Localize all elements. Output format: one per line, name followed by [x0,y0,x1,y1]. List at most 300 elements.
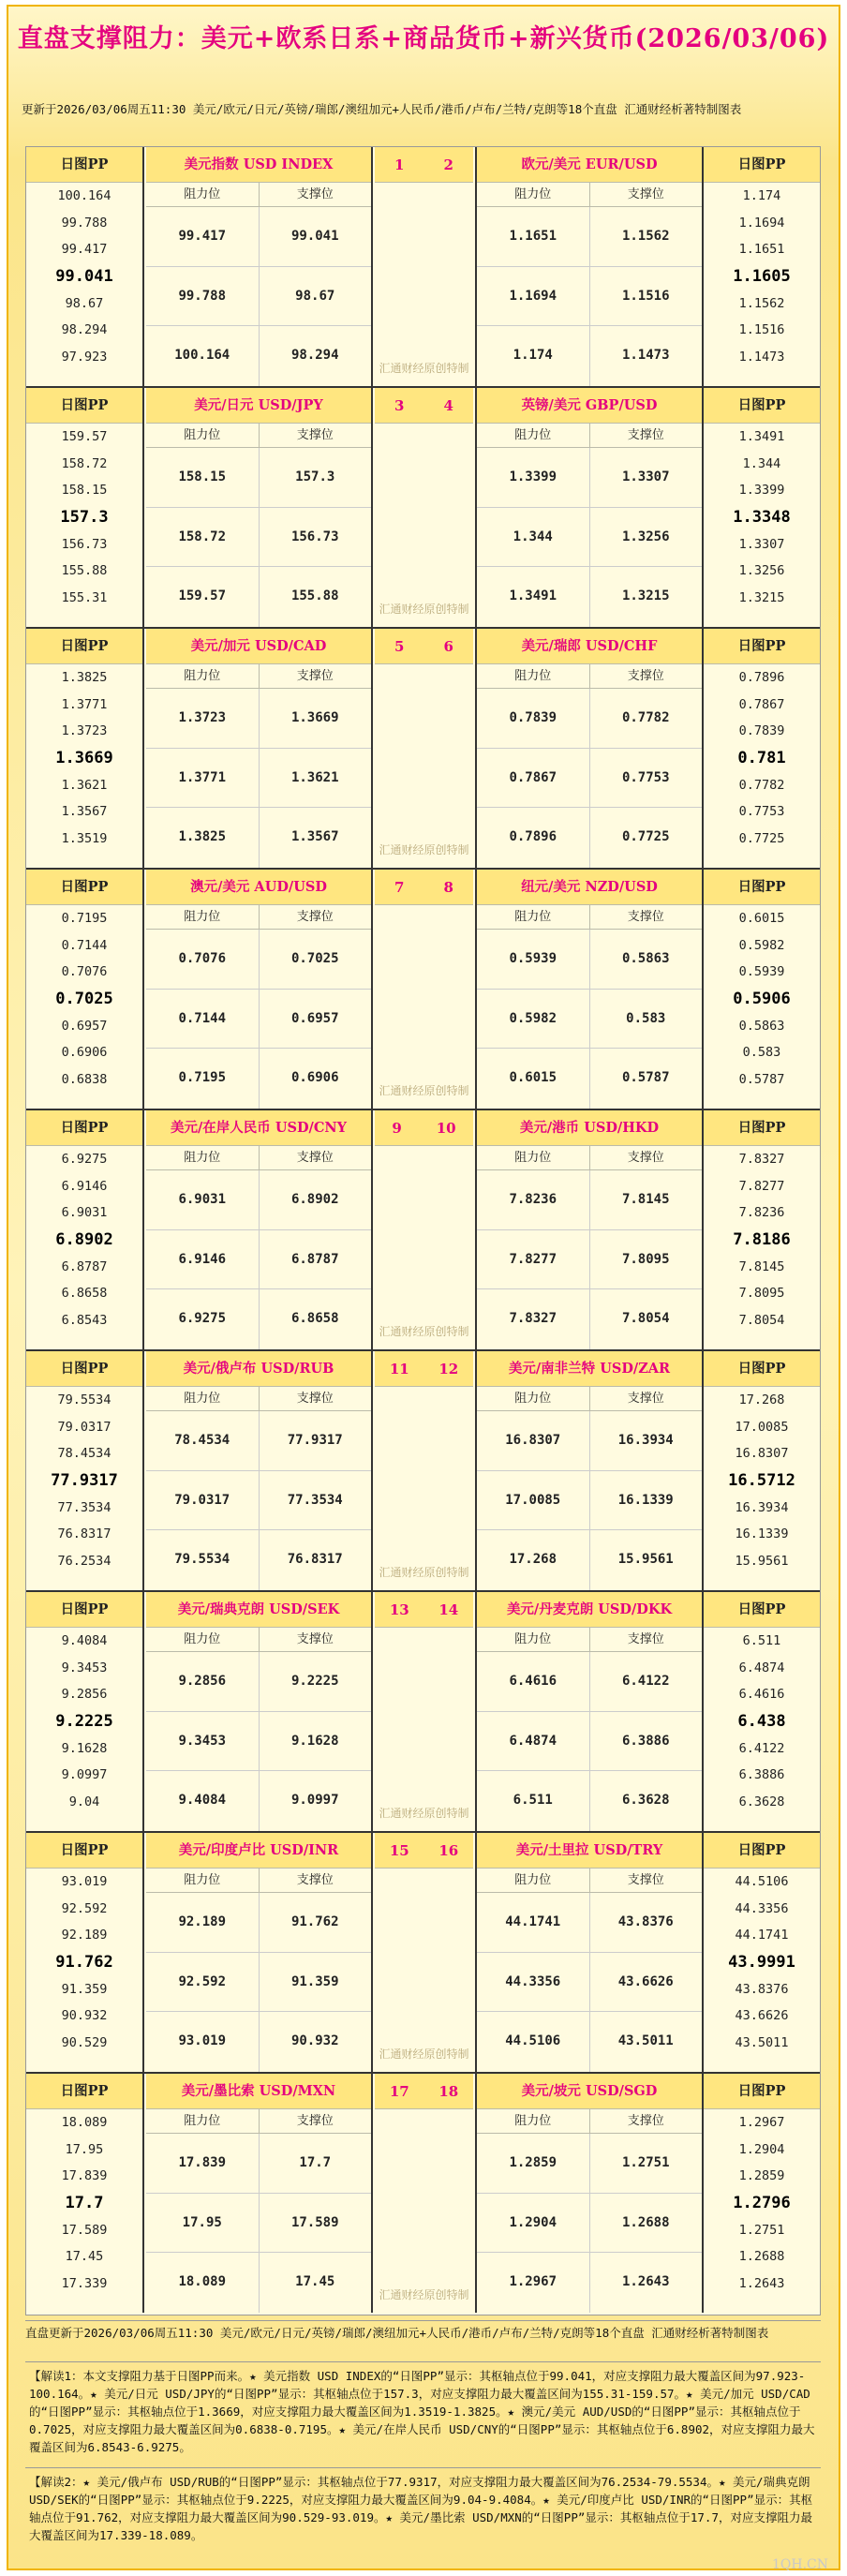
block-number-column [375,870,473,1109]
resistance-value: 7.8236 [477,1170,590,1229]
watermark-text: 汇通财经原创特制 [379,2047,469,2061]
support-value: 91.359 [290,1973,339,1989]
resistance-value: 6.9031 [146,1170,260,1229]
support-value: 1.1516 [621,288,670,304]
level-row [477,808,702,868]
block-number-column [375,388,473,627]
resistance-value: 0.7896 [477,808,590,868]
support-value: 7.8145 [621,1192,670,1207]
pp-level: 1.3307 [738,536,785,552]
support-value: 6.3628 [621,1793,670,1809]
level-row [146,267,371,327]
daily-pp-column [702,388,820,627]
pair-panel [146,2074,373,2313]
block-number-column [375,1110,473,1349]
support-header: 支撑位 [296,669,334,683]
pair-name: 美元/南非兰特 USD/ZAR [477,1351,702,1387]
daily-pp-header: 日图PP [26,388,142,424]
pair-block [26,1110,820,1351]
pp-level: 0.7144 [61,937,108,953]
block-number-column [375,1833,473,2072]
pair-name: 美元/瑞典克朗 USD/SEK [146,1592,371,1628]
daily-pp-column [26,1110,144,1349]
pair-block [26,2074,820,2315]
pp-level: 1.3771 [61,696,108,712]
pair-block [26,388,820,629]
watermark-text: 汇通财经原创特制 [379,1325,469,1338]
level-row [146,2012,371,2072]
level-row [146,1652,371,1712]
daily-pp-column [702,1110,820,1349]
daily-pp-header: 日图PP [26,1833,142,1869]
support-value: 43.8376 [617,1914,674,1929]
left-pair-number: 5 [394,637,405,655]
pp-level: 6.9275 [61,1152,108,1167]
resistance-value: 44.1741 [477,1893,590,1952]
resistance-header: 阻力位 [146,2109,260,2133]
left-pair-number: 15 [389,1841,409,1859]
support-header: 支撑位 [627,1151,664,1165]
support-header: 支撑位 [296,1632,334,1646]
resistance-header: 阻力位 [477,905,590,929]
level-row [477,2194,702,2254]
pair-name: 美元/瑞郎 USD/CHF [477,629,702,664]
pp-level: 1.3567 [61,804,108,820]
support-value: 1.2643 [621,2274,670,2290]
pair-panel [475,147,702,386]
support-value: 156.73 [290,529,339,544]
resistance-value: 1.1694 [477,267,590,326]
support-value: 0.7753 [621,769,670,785]
pp-level: 6.9146 [61,1178,108,1194]
pair-name: 美元指数 USD INDEX [146,147,371,183]
daily-pp-header: 日图PP [26,1351,142,1387]
level-row [477,1411,702,1471]
support-value: 0.5863 [621,951,670,966]
daily-pp-header: 日图PP [26,870,142,905]
resistance-value: 1.2904 [477,2194,590,2253]
resistance-value: 1.3771 [146,749,260,808]
pair-panel [475,388,702,627]
pp-level: 0.5939 [738,964,785,980]
pair-block [26,1833,820,2074]
support-value: 0.6957 [290,1010,339,1026]
pp-level: 6.8787 [61,1258,108,1274]
pp-level: 0.5787 [738,1072,785,1088]
pp-level: 155.88 [61,563,108,579]
support-header: 支撑位 [627,1392,664,1406]
pivot-value: 0.781 [737,749,786,768]
resistance-header: 阻力位 [477,183,590,206]
pair-name: 美元/印度卢比 USD/INR [146,1833,371,1869]
resistance-value: 44.3356 [477,1953,590,2012]
resistance-value: 7.8327 [477,1289,590,1349]
support-header: 支撑位 [296,2114,334,2128]
pair-name: 英镑/美元 GBP/USD [477,388,702,424]
level-row [146,1230,371,1290]
pp-level: 7.8236 [738,1205,785,1221]
resistance-value: 1.3491 [477,567,590,627]
right-pair-number: 6 [443,637,453,655]
left-pair-number: 7 [394,878,405,896]
level-row [477,1170,702,1230]
pp-level: 17.45 [65,2249,104,2265]
pp-level: 16.3934 [735,1499,789,1515]
support-value: 9.1628 [290,1733,339,1749]
support-value: 16.3934 [617,1433,674,1448]
daily-pp-column [26,629,144,868]
pp-level: 6.8658 [61,1286,108,1302]
pp-level: 158.72 [61,455,108,471]
resistance-value: 79.0317 [146,1471,260,1530]
pp-level: 0.5863 [738,1018,785,1034]
pair-panel [146,1110,373,1349]
pp-level: 43.8376 [735,1981,789,1997]
pair-panel [475,1351,702,1590]
pair-name: 美元/土里拉 USD/TRY [477,1833,702,1869]
pp-level: 17.339 [61,2276,108,2292]
support-value: 7.8095 [621,1251,670,1267]
support-value: 76.8317 [287,1552,343,1568]
pair-name: 美元/港币 USD/HKD [477,1110,702,1146]
pp-level: 17.0085 [735,1419,789,1435]
watermark-text: 汇通财经原创特制 [379,1084,469,1097]
pp-level: 9.2856 [61,1687,108,1703]
support-value: 1.1473 [621,348,670,364]
corner-watermark: 1QH.CN [771,2557,828,2572]
pp-level: 1.3723 [61,723,108,739]
daily-pp-column [702,2074,820,2313]
support-value: 1.2751 [621,2155,670,2170]
pp-level: 1.2751 [738,2222,785,2238]
pair-panel [146,870,373,1109]
level-row [477,448,702,508]
daily-pp-header: 日图PP [704,870,820,905]
pivot-value: 6.8902 [55,1230,113,1250]
support-value: 9.0997 [290,1793,339,1809]
level-row [477,749,702,809]
pivot-value: 17.7 [65,2194,104,2213]
support-value: 1.3256 [621,529,670,544]
level-row [146,448,371,508]
watermark-text: 汇通财经原创特制 [379,1566,469,1579]
level-row [477,326,702,386]
watermark-text: 汇通财经原创特制 [379,843,469,856]
interpretation-2: 【解读2：★ 美元/俄卢布 USD/RUB的“日图PP”显示：其枢轴点位于77.9317，对应支撑阻力最大覆盖区间为76.2534-79.5534。★ 美元/瑞典克朗 USD/SEK的“日图PP”显示：其枢轴点位于9.2225，对应支撑阻力最大覆盖区间为9.04-9.4084。★ 美元/印度卢比 USD/INR的“日图PP”显示：其枢轴点位于91.762，对应支撑阻力最大覆盖区间为90.529-93.019。★ 美元/墨比索 USD/MXN的“日图PP”显示：其枢轴点位于17.7，对应支撑阻力最大覆盖区间为17.339-18.089。 [25,2467,821,2544]
pp-level: 97.923 [61,350,108,365]
pp-level: 7.8054 [738,1313,785,1329]
pp-level: 9.4084 [61,1633,108,1648]
pp-level: 1.3825 [61,670,108,685]
resistance-value: 9.3453 [146,1712,260,1771]
pp-level: 0.6838 [61,1072,108,1088]
pp-level: 1.3399 [738,483,785,499]
support-header: 支撑位 [627,428,664,442]
pp-level: 1.1651 [738,242,785,258]
support-value: 0.7725 [621,829,670,845]
level-row [477,990,702,1050]
pp-level: 6.3886 [738,1767,785,1783]
resistance-value: 1.2967 [477,2253,590,2313]
pivot-value: 0.5906 [733,990,791,1009]
pp-level: 156.73 [61,536,108,552]
support-value: 17.589 [290,2214,339,2230]
pivot-value: 16.5712 [728,1471,795,1491]
daily-pp-column [702,870,820,1109]
level-row [146,1712,371,1772]
resistance-value: 17.268 [477,1530,590,1590]
pp-level: 0.7753 [738,804,785,820]
pivot-value: 1.1605 [733,267,791,287]
left-pair-number: 17 [389,2082,409,2100]
level-row [146,2134,371,2194]
resistance-value: 1.344 [477,508,590,567]
pp-level: 79.0317 [57,1419,111,1435]
pp-level: 15.9561 [735,1554,789,1570]
pivot-value: 77.9317 [51,1471,118,1491]
support-value: 1.3621 [290,769,339,785]
support-value: 17.7 [299,2155,332,2170]
support-header: 支撑位 [627,1873,664,1887]
pp-level: 155.31 [61,590,108,606]
pair-panel [475,1110,702,1349]
pair-name: 美元/在岸人民币 USD/CNY [146,1110,371,1146]
daily-pp-column [26,2074,144,2313]
resistance-value: 78.4534 [146,1411,260,1470]
support-value: 1.1562 [621,229,670,244]
daily-pp-header: 日图PP [704,388,820,424]
level-row [146,1530,371,1590]
pp-level: 1.1473 [738,350,785,365]
resistance-value: 0.7839 [477,689,590,748]
pp-level: 7.8327 [738,1152,785,1167]
pair-name: 澳元/美元 AUD/USD [146,870,371,905]
level-row [477,2253,702,2313]
pp-level: 6.9031 [61,1205,108,1221]
pair-block [26,147,820,388]
left-pair-number: 11 [389,1360,409,1377]
right-pair-number: 2 [443,156,453,173]
resistance-value: 17.95 [146,2194,260,2253]
pair-panel [146,1833,373,2072]
pp-level: 43.5011 [735,2035,789,2051]
pp-level: 0.6015 [738,911,785,926]
support-value: 1.2688 [621,2214,670,2230]
pp-level: 6.3628 [738,1794,785,1810]
level-row [146,808,371,868]
pivot-value: 9.2225 [55,1712,113,1732]
level-row [146,1953,371,2013]
resistance-header: 阻力位 [146,183,260,206]
daily-pp-column [702,1592,820,1831]
pair-panel [146,388,373,627]
support-value: 6.4122 [621,1674,670,1689]
pair-panel [475,629,702,868]
daily-pp-column [26,147,144,386]
pp-level: 92.189 [61,1928,108,1943]
resistance-value: 1.174 [477,326,590,386]
pp-level: 9.3453 [61,1660,108,1675]
support-value: 7.8054 [621,1311,670,1327]
resistance-value: 9.4084 [146,1771,260,1831]
resistance-value: 100.164 [146,326,260,386]
support-header: 支撑位 [296,428,334,442]
pivot-value: 157.3 [60,508,109,528]
pivot-value: 1.3348 [733,508,791,528]
support-header: 支撑位 [627,1632,664,1646]
right-pair-number: 12 [438,1360,459,1377]
pp-level: 17.268 [738,1392,785,1407]
right-pair-number: 8 [443,878,453,896]
daily-pp-header: 日图PP [26,147,142,183]
block-number-column [375,147,473,386]
level-row [477,689,702,749]
resistance-header: 阻力位 [477,1387,590,1410]
support-value: 0.6906 [290,1070,339,1086]
resistance-value: 158.72 [146,508,260,567]
resistance-value: 7.8277 [477,1230,590,1289]
support-value: 9.2225 [290,1674,339,1689]
resistance-header: 阻力位 [146,424,260,447]
support-value: 43.6626 [617,1973,674,1989]
resistance-value: 158.15 [146,448,260,507]
support-value: 99.041 [290,229,339,244]
pp-level: 7.8145 [738,1258,785,1274]
resistance-value: 92.189 [146,1893,260,1952]
pp-level: 44.3356 [735,1900,789,1916]
level-row [146,930,371,990]
pair-block [26,629,820,870]
right-pair-number: 18 [438,2082,459,2100]
level-row [477,2012,702,2072]
level-row [146,508,371,568]
block-number-column [375,629,473,868]
resistance-value: 17.0085 [477,1471,590,1530]
level-row [146,207,371,267]
pair-panel [475,1833,702,2072]
daily-pp-column [702,1833,820,2072]
pp-level: 6.4122 [738,1740,785,1756]
level-row [477,1230,702,1290]
support-value: 0.5787 [621,1070,670,1086]
update-info: 更新于2026/03/06周五11:30 美元/欧元/日元/英镑/瑞郎/澳纽加元+人民币/港币/卢布/兰特/克朗等18个直盘 汇通财经析著特制图表 [22,102,742,116]
pp-level: 90.529 [61,2035,108,2051]
pp-level: 1.2904 [738,2141,785,2157]
pp-level: 9.04 [68,1794,100,1810]
pp-level: 1.3256 [738,563,785,579]
pp-level: 1.2688 [738,2249,785,2265]
pair-block [26,1351,820,1592]
daily-pp-header: 日图PP [704,1351,820,1387]
block-number-column [375,1351,473,1590]
support-value: 157.3 [295,469,335,484]
daily-pp-column [26,1833,144,2072]
pp-level: 6.511 [742,1633,781,1648]
watermark-text: 汇通财经原创特制 [379,1807,469,1820]
pp-level: 1.3519 [61,831,108,847]
pp-level: 16.8307 [735,1446,789,1462]
level-row [477,567,702,627]
daily-pp-header: 日图PP [26,1592,142,1628]
pp-level: 1.344 [742,455,781,471]
pp-level: 99.788 [61,215,108,231]
resistance-value: 99.788 [146,267,260,326]
left-pair-number: 1 [394,156,405,173]
pp-level: 17.839 [61,2168,108,2184]
level-row [477,1289,702,1349]
resistance-value: 99.417 [146,207,260,266]
pp-level: 0.583 [742,1045,781,1061]
support-value: 6.8787 [290,1251,339,1267]
resistance-value: 93.019 [146,2012,260,2072]
interpretation-1: 【解读1：本文支撑阻力基于日图PP而来。★ 美元指数 USD INDEX的“日图PP”显示：其枢轴点位于99.041，对应支撑阻力最大覆盖区间为97.923-100.164。★ 美元/日元 USD/JPY的“日图PP”显示：其枢轴点位于157.3，对应支撑阻力最大覆盖区间为155.31-159.57。★ 美元/加元 USD/CAD的“日图PP”显示：其枢轴点位于1.3669，对应支撑阻力最大覆盖区间为1.3519-1.3825。★ 澳元/美元 AUD/USD的“日图PP”显示：其枢轴点位于0.7025，对应支撑阻力最大覆盖区间为0.6838-0.7195。★ 美元/在岸人民币 USD/CNY的“日图PP”显示：其枢轴点位于6.8902，对应支撑阻力最大覆盖区间为6.8543-6.9275。 [25,2361,821,2456]
support-value: 0.7782 [621,710,670,725]
level-row [477,207,702,267]
pp-level: 0.7896 [738,670,785,685]
support-value: 43.5011 [617,2033,674,2049]
support-header: 支撑位 [296,187,334,201]
daily-pp-header: 日图PP [26,2074,142,2109]
watermark-text: 汇通财经原创特制 [379,2288,469,2301]
pair-panel [146,147,373,386]
level-row [146,2253,371,2313]
level-row [146,990,371,1050]
level-row [146,326,371,386]
daily-pp-column [702,629,820,868]
support-header: 支撑位 [296,1392,334,1406]
resistance-header: 阻力位 [146,1387,260,1410]
pp-level: 98.294 [61,322,108,338]
resistance-value: 1.3399 [477,448,590,507]
pivot-value: 7.8186 [733,1230,791,1250]
pair-panel [146,1351,373,1590]
resistance-value: 1.1651 [477,207,590,266]
pivot-value: 43.9991 [728,1953,795,1973]
pp-level: 0.7725 [738,831,785,847]
pivot-value: 6.438 [737,1712,786,1732]
level-row [477,267,702,327]
right-pair-number: 10 [436,1119,456,1137]
daily-pp-column [702,1351,820,1590]
support-value: 77.3534 [287,1492,343,1508]
pair-block [26,870,820,1110]
resistance-value: 79.5534 [146,1530,260,1590]
pivot-value: 1.3669 [55,749,113,768]
right-pair-number: 16 [438,1841,459,1859]
support-value: 91.762 [290,1914,339,1929]
resistance-header: 阻力位 [146,1146,260,1169]
support-value: 6.3886 [621,1733,670,1749]
support-value: 77.9317 [287,1433,343,1448]
pp-level: 1.3621 [61,777,108,793]
pp-level: 159.57 [61,429,108,444]
pp-level: 0.7782 [738,777,785,793]
pp-level: 99.417 [61,242,108,258]
left-pair-number: 9 [392,1119,402,1137]
support-header: 支撑位 [627,669,664,683]
pair-name: 纽元/美元 NZD/USD [477,870,702,905]
pp-level: 17.589 [61,2222,108,2238]
daily-pp-header: 日图PP [704,147,820,183]
pp-level: 76.2534 [57,1554,111,1570]
level-row [146,1170,371,1230]
pp-level: 17.95 [65,2141,104,2157]
resistance-value: 1.3825 [146,808,260,868]
level-row [477,1893,702,1953]
pp-level: 92.592 [61,1900,108,1916]
level-row [146,1893,371,1953]
level-row [477,1771,702,1831]
